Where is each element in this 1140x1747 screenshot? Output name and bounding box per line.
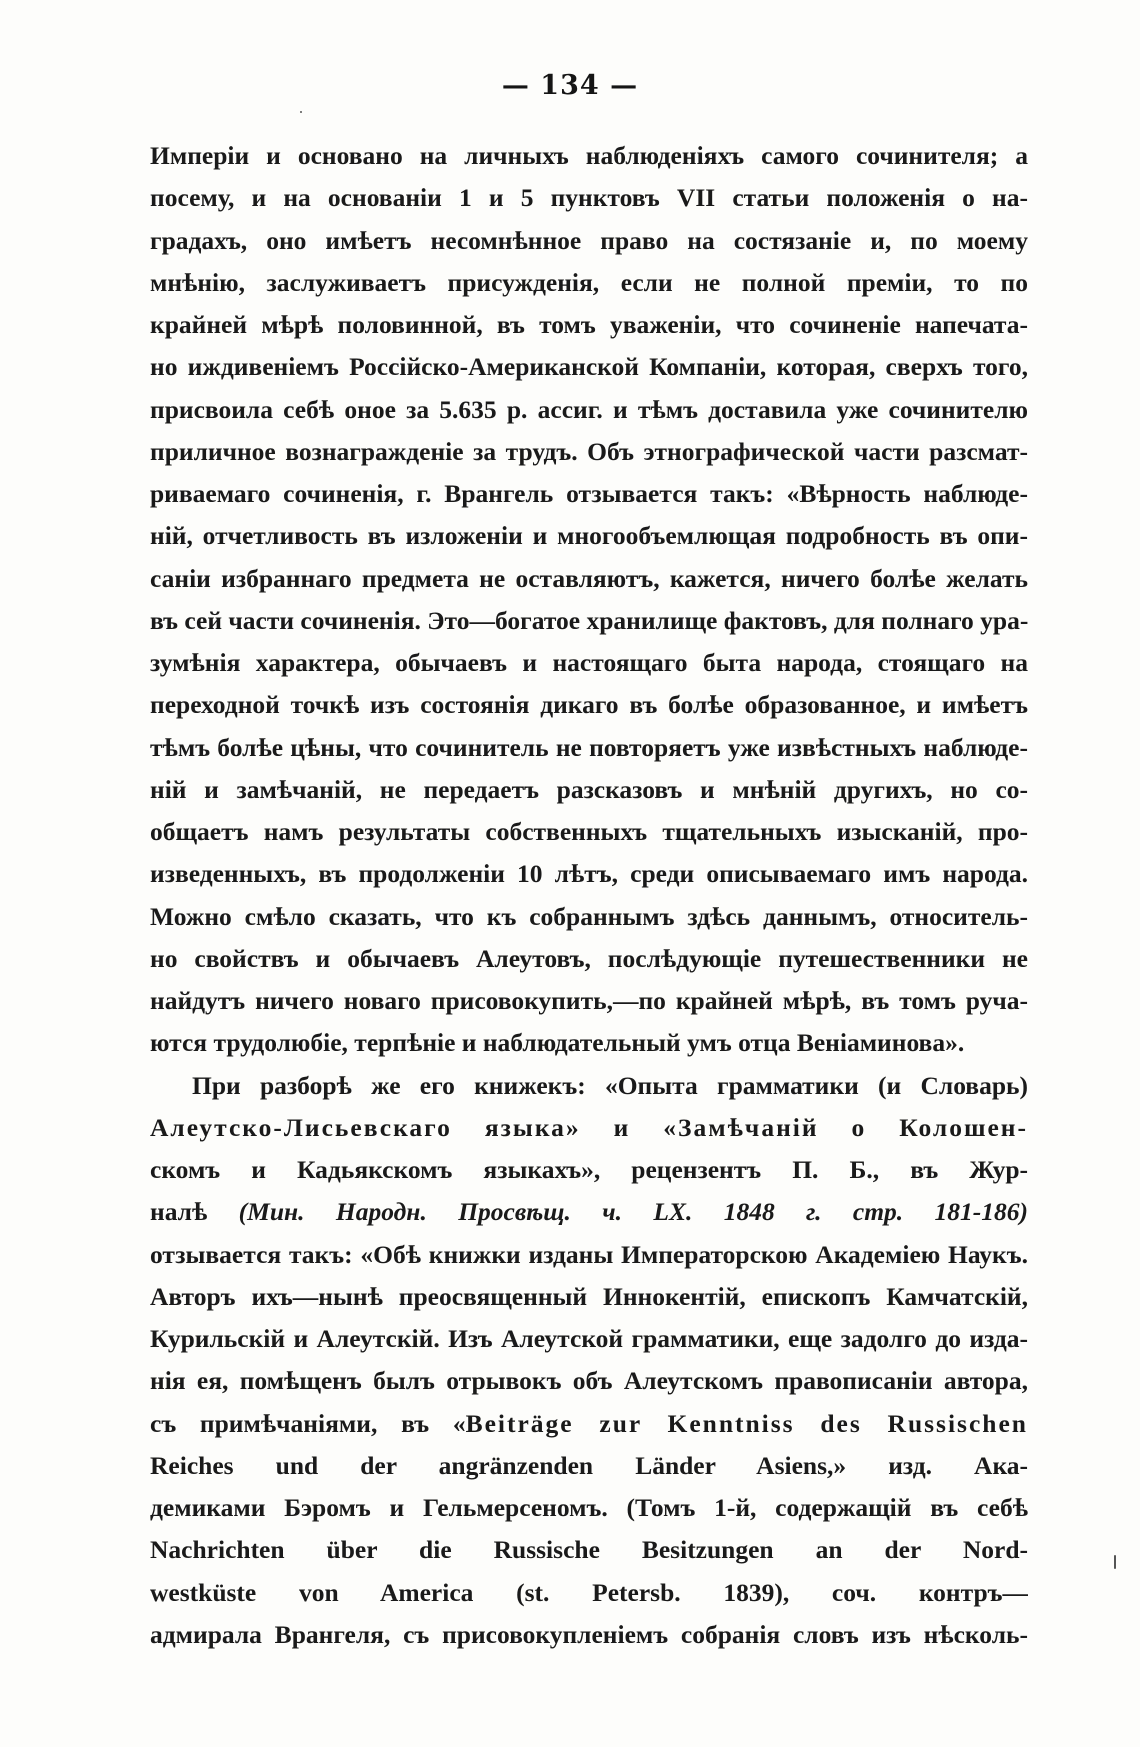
text-line: найдутъ ничего новаго присовокупить,—по крайней мѣрѣ, въ томъ руча- xyxy=(150,986,1028,1015)
text-line: Авторъ ихъ—нынѣ преосвященный Иннокентій, епископъ Камчатскій, xyxy=(150,1281,1028,1311)
text-line xyxy=(150,1445,1028,1487)
text-line: но свойствъ и обычаевъ Алеутовъ, послѣдующіе путешественники не xyxy=(150,943,1028,973)
print-speck xyxy=(1114,1555,1116,1569)
paragraph-start-line: При разборѣ же его книжекъ: «Опыта грамматики (и Словарь) xyxy=(192,1070,1028,1100)
text-line: градахъ, оно имѣетъ несомнѣнное право на состязаніе и, по моему xyxy=(150,225,1028,255)
text-line: переходной точкѣ изъ состоянія дикаго въ болѣе образованное, и имѣетъ xyxy=(150,690,1028,720)
text-line: скомъ и Кадьякскомъ языкахъ», рецензентъ П. Б., въ Жур- xyxy=(150,1155,1028,1184)
journal-citation: (Мин. Народн. Просвѣщ. ч. LX. 1848 г. стр. 181-186) xyxy=(238,1197,1028,1227)
text-line: отзывается такъ: «Обѣ книжки изданы Императорскою Академіею Наукъ. xyxy=(150,1239,1028,1269)
paragraph-end-line: ются трудолюбіе, терпѣніе и наблюдательный умъ отца Веніаминова». xyxy=(150,1028,965,1058)
german-text-line: Nachrichten über die Russische Besitzungen an der Nord- xyxy=(150,1535,1028,1565)
text-line: адмирала Врангеля, съ присовокупленіемъ собранія словъ изъ нѣсколь- xyxy=(150,1619,1028,1649)
text-line: ній и замѣчаній, не передаетъ разсказовъ и мнѣній другихъ, но со- xyxy=(150,774,1028,804)
text-line: изведенныхъ, въ продолженіи 10 лѣтъ, среди описываемаго имъ народа. xyxy=(150,859,1028,889)
text-fragment: съ примѣчаніями, въ « xyxy=(150,1408,466,1438)
german-title-continued: Reiches und der angränzenden Länder Asiens, xyxy=(150,1450,834,1480)
text-line: зумѣнія характера, обычаевъ и настоящаго быта народа, стоящаго на xyxy=(150,648,1028,677)
text-line: крайней мѣрѣ половинной, въ томъ уваженіи, что сочиненіе напечата- xyxy=(150,310,1028,339)
print-speck xyxy=(300,111,302,113)
body-text xyxy=(150,135,1028,1656)
text-line: но иждивеніемъ Россійско-Американской Компаніи, которая, сверхъ того, xyxy=(150,352,1028,382)
text-line: Можно смѣло сказать, что къ собраннымъ здѣсь даннымъ, относитель- xyxy=(150,901,1028,931)
text-line xyxy=(150,1191,1028,1233)
text-line: тѣмъ болѣе цѣны, что сочинитель не повторяетъ уже извѣстныхъ наблюде- xyxy=(150,732,1028,762)
text-line: саніи избраннаго предмета не оставляютъ, кажется, ничего болѣе желать xyxy=(150,563,1028,593)
text-line: присвоила себѣ оное за 5.635 р. ассиг. и тѣмъ доставила уже сочинителю xyxy=(150,394,1028,424)
text-line: ній, отчетливость въ изложеніи и многообъемлющая подробность въ опи- xyxy=(150,521,1028,551)
text-line: общаетъ намъ результаты собственныхъ тщательныхъ изысканій, про- xyxy=(150,817,1028,846)
text-line: нія ея, помѣщенъ былъ отрывокъ объ Алеутскомъ правописаніи автора, xyxy=(150,1366,1028,1396)
text-line: westküste von America (st. Petersb. 1839), соч. контръ— xyxy=(150,1577,1028,1607)
text-fragment: налѣ xyxy=(150,1197,208,1227)
text-line: въ сей части сочиненія. Это—богатое хранилище фактовъ, для полнаго ура- xyxy=(150,605,1028,635)
text-line: Алеутско-Лисьевскаго языка» и «Замѣчаній о Колошен- xyxy=(150,1112,1028,1142)
text-line: Курильскій и Алеутскій. Изъ Алеутской грамматики, еще задолго до изда- xyxy=(150,1324,1028,1353)
text-line: приличное вознагражденіе за трудъ. Объ этнографической части разсмат- xyxy=(150,436,1028,466)
page-number: — 134 — xyxy=(501,70,639,101)
german-title: Beiträge zur Kenntniss des Russischen xyxy=(465,1408,1028,1438)
text-line: Имперіи и основано на личныхъ наблюденіяхъ самого сочинителя; а xyxy=(150,141,1028,170)
text-line: мнѣнію, заслуживаетъ присужденія, если не полной преміи, то по xyxy=(150,267,1028,297)
text-fragment: » изд. Ака- xyxy=(833,1450,1028,1480)
text-line: демиками Бэромъ и Гельмерсеномъ. (Томъ 1-й, содержащій въ себѣ xyxy=(150,1493,1028,1522)
text-line xyxy=(150,1403,1028,1445)
text-line: посему, и на основаніи 1 и 5 пунктовъ VII статьи положенія о на- xyxy=(150,183,1028,213)
text-line: риваемаго сочиненія, г. Врангель отзывается такъ: «Вѣрность наблюде- xyxy=(150,479,1028,508)
